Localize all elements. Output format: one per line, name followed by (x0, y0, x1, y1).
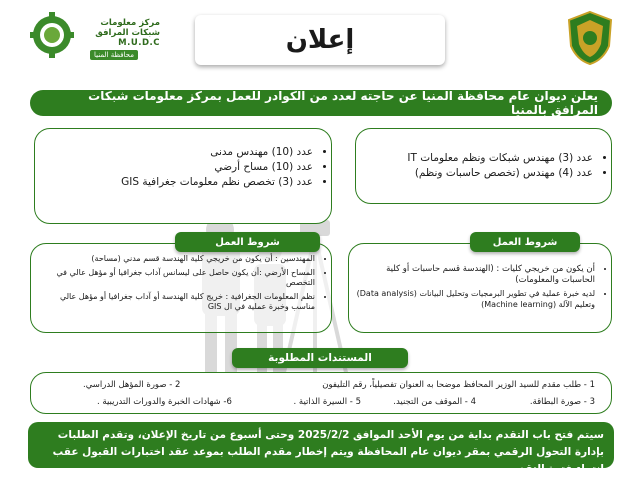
logo-badge: محافظة المنيا (90, 50, 138, 60)
list-item: • عدد (10) مساح أرضي (35, 160, 313, 175)
civil-conditions-list (37, 254, 327, 313)
document-3: 3 - صورة البطاقة. (529, 397, 595, 407)
governorate-emblem-icon (565, 10, 615, 66)
civil-conditions-card (30, 243, 332, 333)
it-conditions-list (355, 264, 607, 310)
logo-line1: مركز معلومات (100, 18, 160, 28)
list-item: • عدد (3) مهندس شبكات ونظم معلومات IT (356, 151, 593, 166)
document-5: 5 - السيرة الذاتية . (293, 397, 361, 407)
it-positions-list (356, 151, 611, 181)
civil-conditions-label: شروط العمل (175, 232, 320, 252)
logo-line2: شبكات المرافق (95, 28, 160, 38)
required-documents-label: المستندات المطلوبة (232, 348, 408, 368)
gear-globe-icon (30, 12, 74, 58)
logo-line3: M.U.D.C (118, 38, 160, 48)
required-documents-box (30, 372, 612, 414)
it-positions-card (355, 128, 612, 204)
list-item: • أن يكون من خريجي كليات : (الهندسة قسم حاسبات أو كلية الحاسبات والمعلومات) (355, 264, 595, 285)
it-conditions-card (348, 243, 612, 333)
list-item: • عدد (4) مهندس (تخصص حاسبات ونظم) (356, 166, 593, 181)
intro-banner: يعلن ديوان عام محافظة المنيا عن حاجته لعدد من الكوادر للعمل بمركز معلومات شبكات المرافق بالمنيا (30, 90, 612, 116)
mudc-logo (30, 12, 160, 62)
list-item: • لديه خبرة عملية في تطوير البرمجيات وتحليل البيانات (Data analysis) وتعليم الآلة (Machine learning) (355, 289, 595, 310)
application-notice: سيتم فتح باب التقدم بداية من يوم الأحد الموافق 2025/2/2 وحتى أسبوع من تاريخ الإعلان، وتقدم الطلبات بإدارة التحول الرقمي بمقر ديوان عام المحافظة ويتم إخطار مقدم الطلب بموعد عقد اختبارات القبول عقب انتهاء فترة التقدم (28, 422, 614, 468)
list-item: • المهندسين : أن يكون من خريجي كلية الهندسة قسم مدني (مساحة) (37, 254, 315, 265)
it-conditions-label: شروط العمل (470, 232, 580, 252)
document-1: 1 - طلب مقدم للسيد الوزير المحافظ موضحا به العنوان تفصيلياً، رقم التليفون (322, 380, 595, 390)
list-item: • عدد (10) مهندس مدنى (35, 145, 313, 160)
list-item: • نظم المعلومات الجغرافية : خريج كلية الهندسة أو آداب جغرافيا أو مؤهل عالي مناسب وخبرة عملية في ال GIS (37, 292, 315, 313)
list-item: • عدد (3) تخصص نظم معلومات جغرافية GIS (35, 175, 313, 190)
civil-positions-list (35, 145, 331, 190)
page-title: إعلان (195, 15, 445, 65)
document-2: 2 - صورة المؤهل الدراسي. (83, 380, 181, 390)
civil-positions-card (34, 128, 332, 224)
list-item: • المساح الأرضي :أن يكون حاصل على ليسانس آداب جغرافيا أو مؤهل عالي في التخصص (37, 268, 315, 289)
document-6: 6- شهادات الخبرة والدورات التدريبية . (97, 397, 232, 407)
document-4: 4 - الموقف من التجنيد. (393, 397, 476, 407)
